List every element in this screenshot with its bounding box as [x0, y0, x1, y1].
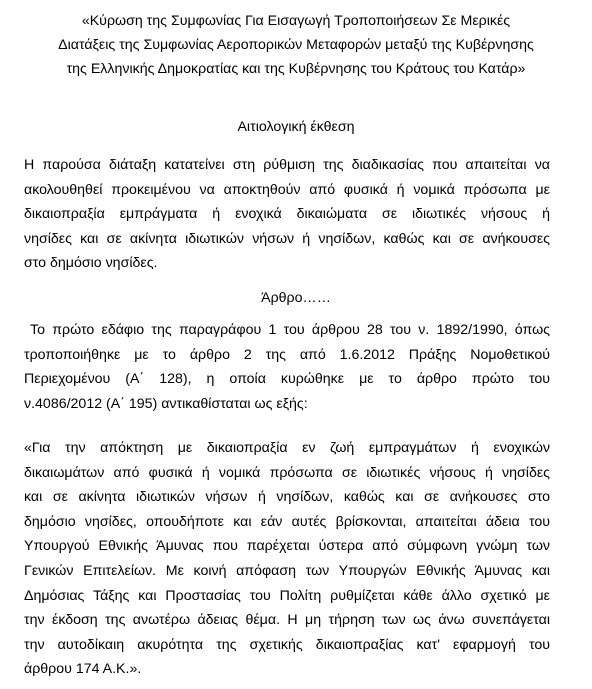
paragraph-line: και σε ακίνητα ιδιωτικών νήσων ή νησίδων, καθώς και σε ανήκουσες στο [24, 489, 550, 506]
paragraph-line: τροποποιήθηκε με το άρθρο 2 της από 1.6.2012 Πράξης Νομοθετικού [24, 346, 550, 363]
article-intro-paragraph [24, 318, 550, 416]
paragraph-line: νησίδες και σε ακίνητα ιδιωτικών νήσων ή νησίδων, καθώς και σε ανήκουσες [24, 230, 550, 247]
report-heading: Αιτιολογική έκθεση [237, 119, 355, 135]
document-title [24, 9, 568, 81]
paragraph-line: άρθρου 174 Α.Κ.». [24, 661, 142, 678]
paragraph-line: δικαιωμάτων από φυσικά ή νομικά πρόσωπα σε ιδιωτικές νήσους ή νησίδες [24, 464, 550, 481]
paragraph-line: «Για την απόκτηση με δικαιοπραξία εν ζωή εμπραγμάτων ή ενοχικών [24, 440, 550, 456]
paragraph-line: Το πρώτο εδάφιο της παραγράφου 1 του άρθρου 28 του ν. 1892/1990, όπως [30, 322, 550, 338]
paragraph-line: Γενικών Επιτελείων. Με κοινή απόφαση των Υπουργών Εθνικής Άμυνας και [24, 562, 550, 579]
paragraph-line: την έκδοση της ανωτέρω άδειας θέμα. Η μη τήρηση των ως άνω συνεπάγεται [24, 612, 550, 629]
paragraph-line: στο δημόσιο νησίδες. [24, 255, 158, 272]
paragraph-line: Περιεχομένου (Α΄ 128), η οποία κυρώθηκε με το άρθρο πρώτο του [24, 371, 550, 388]
title-line: Διατάξεις της Συμφωνίας Αεροπορικών Μεταφορών μεταξύ της Κυβέρνησης [58, 37, 534, 53]
paragraph-line: Υπουργού Εθνικής Άμυνας που παρέχεται ύστερα από σύμφωνη γνώμη των [24, 538, 550, 555]
paragraph-line: την αυτοδίκαιη ακυρότητα της σχετικής δικαιοπραξίας κατ' εφαρμογή του [24, 636, 550, 653]
title-line: «Κύρωση της Συμφωνίας Για Εισαγωγή Τροποποιήσεων Σε Μερικές [81, 13, 511, 29]
article-heading: Άρθρο…… [261, 290, 331, 306]
quoted-provision-paragraph [24, 436, 550, 682]
paragraph-line: Δημόσιας Τάξης και Προστασίας του Πολίτη ρυθμίζεται κάθε άλλο σχετικό με [24, 587, 550, 604]
paragraph-line: ακολουθηθεί προκειμένου να αποκτηθούν από φυσικά ή νομικά πρόσωπα με [24, 181, 550, 198]
paragraph-line: Η παρούσα διάταξη κατατείνει στη ρύθμιση της διαδικασίας που απαιτείται να [24, 157, 550, 173]
paragraph-line: δημόσιο νησίδες, οπουδήποτε και εάν αυτές βρίσκονται, απαιτείται άδεια του [24, 513, 550, 530]
paragraph-line: δικαιοπραξία εμπράγματα ή ενοχικά δικαιώματα σε ιδιωτικές νήσους ή [24, 206, 550, 223]
report-paragraph [24, 153, 550, 276]
title-line: της Ελληνικής Δημοκρατίας και της Κυβέρνησης του Κράτους του Κατάρ» [66, 61, 526, 77]
paragraph-line: ν.4086/2012 (Α΄ 195) αντικαθίσταται ως εξής: [24, 395, 308, 412]
